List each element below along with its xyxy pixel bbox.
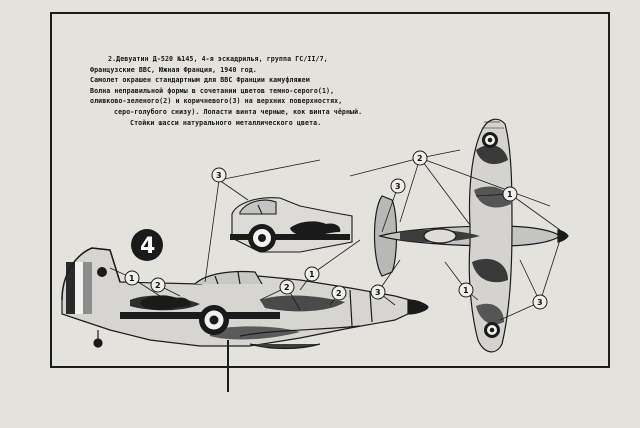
rudder-stripe-light <box>83 262 92 314</box>
svg-text:1: 1 <box>129 274 135 283</box>
rudder-stripe-mid <box>75 262 83 314</box>
tail-marker-dot <box>97 267 107 277</box>
caption-line-7: Стойки шасси натурального металлического цвета. <box>130 118 322 127</box>
svg-text:3: 3 <box>537 298 543 307</box>
fuselage-code-badge <box>131 229 163 261</box>
svg-text:2: 2 <box>336 289 342 298</box>
callout-3-c <box>371 285 385 299</box>
caption-line-5: оливково-зеленого(2) и коричневого(3) на верхних поверхностях, <box>90 97 343 106</box>
callout-1-c <box>305 267 319 281</box>
callout-2-c <box>280 280 294 294</box>
callout-2-a <box>413 151 427 165</box>
caption-line-3: Самолет окрашен стандартным для ВВС Франции камуфляжем <box>90 76 310 85</box>
callout-3-a <box>212 168 226 182</box>
top-spinner <box>558 230 568 242</box>
svg-text:3: 3 <box>375 288 381 297</box>
caption-line-2: Французские ВВС, Южная Франция, 1940 год. <box>90 65 257 74</box>
caption-line-1: 2.Девуатин Д-520 №145, 4-я эскадрилья, группа ГС/II/7, <box>108 55 328 63</box>
side-view <box>62 248 428 392</box>
callout-1-a <box>503 187 517 201</box>
inset-view <box>230 198 352 252</box>
callout-3-d <box>533 295 547 309</box>
rudder-stripe-dark <box>66 262 75 314</box>
fuselage-roundel-inner <box>210 316 219 325</box>
callout-2-b <box>151 278 165 292</box>
callout-2-d <box>332 286 346 300</box>
svg-text:1: 1 <box>309 270 315 279</box>
tail-wheel <box>94 339 102 347</box>
svg-text:2: 2 <box>417 154 423 163</box>
svg-text:1: 1 <box>507 190 513 199</box>
callout-1-b <box>125 271 139 285</box>
top-cockpit <box>424 229 456 243</box>
callout-3-b <box>391 179 405 193</box>
canopy <box>195 272 262 285</box>
svg-text:2: 2 <box>155 281 161 290</box>
svg-text:1: 1 <box>463 286 469 295</box>
svg-text:3: 3 <box>216 171 222 180</box>
fuselage-number: 4 <box>140 234 156 259</box>
svg-text:2: 2 <box>284 283 290 292</box>
caption-line-4: Волна неправильной формы в сочетании цветов темно-серого(1), <box>90 86 335 95</box>
callout-1-d <box>459 283 473 297</box>
caption-line-6: серо-голубого снизу). Лопасти винта черные, кок винта чёрный. <box>114 107 363 116</box>
top-view <box>375 119 569 352</box>
spinner <box>408 300 428 314</box>
svg-text:3: 3 <box>395 182 401 191</box>
